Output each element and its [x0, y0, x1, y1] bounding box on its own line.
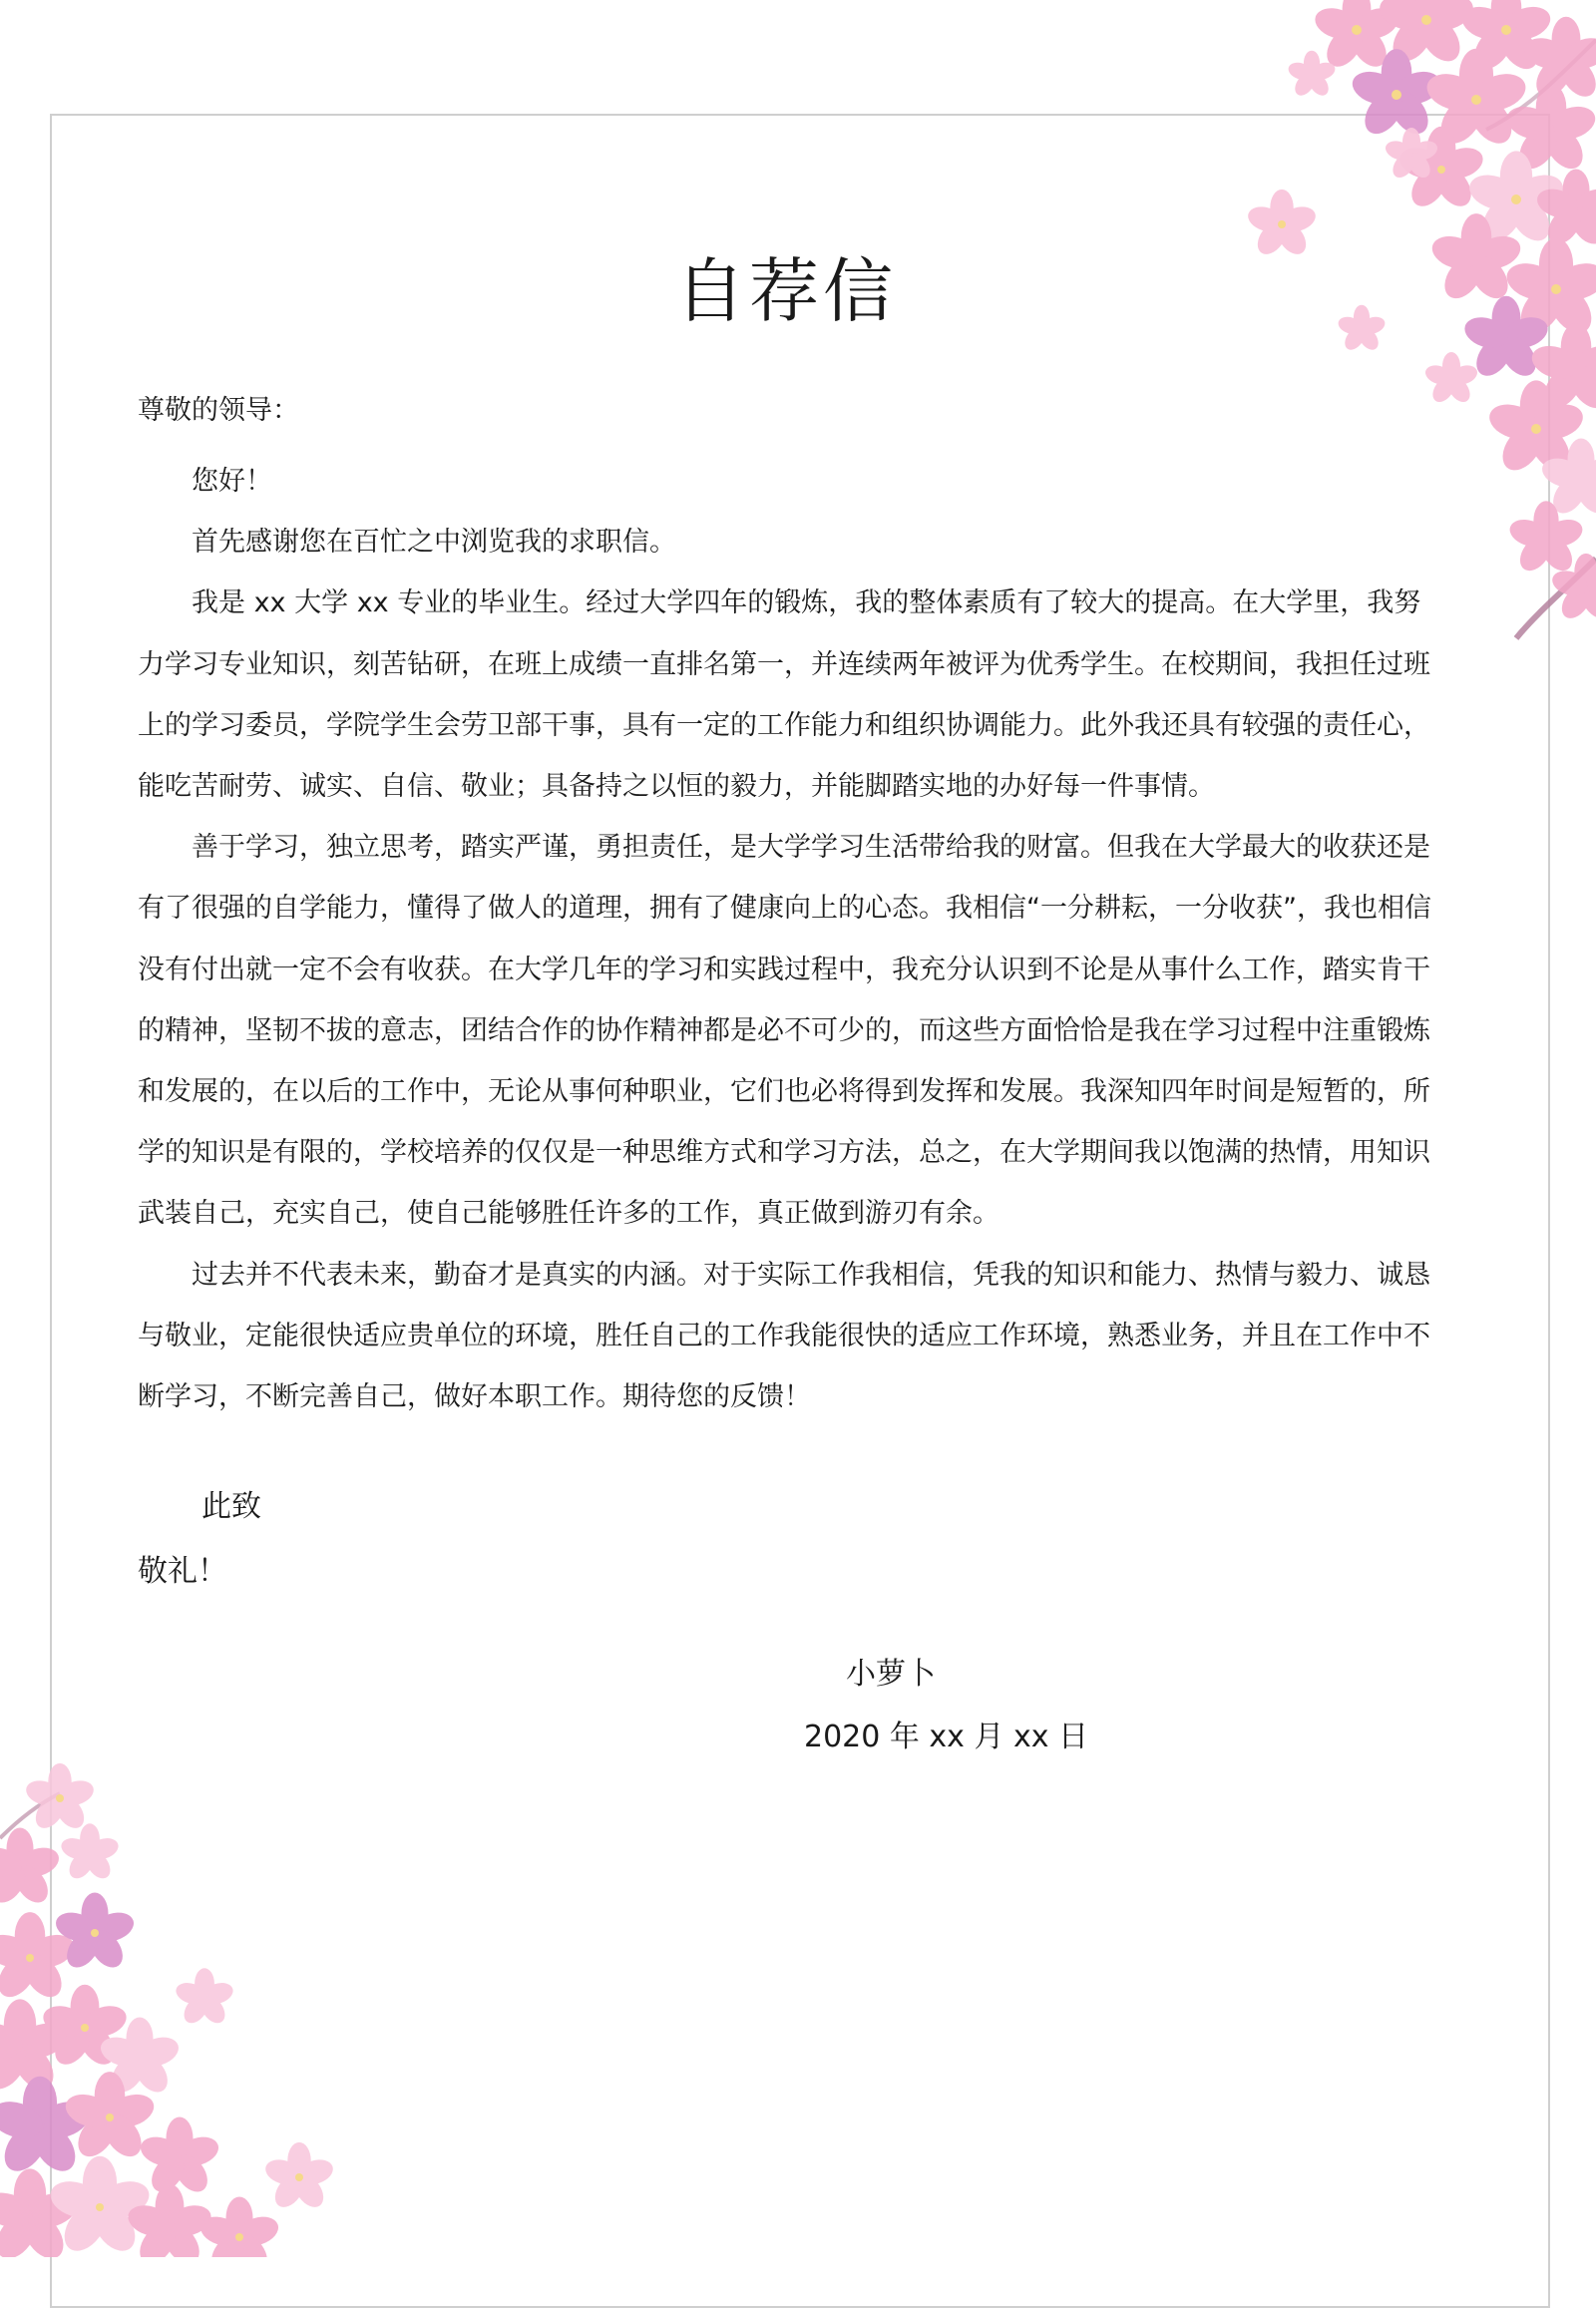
letter-body — [138, 451, 1444, 1427]
letter-paragraph: 善于学习，独立思考，踏实严谨，勇担责任，是大学学习生活带给我的财富。但我在大学最大的收获还是有了很强的自学能力，懂得了做人的道理，拥有了健康向上的心态。我相信“一分耕耘，一分收获”，我也相信没有付出就一定不会有收获。在大学几年的学习和实践过程中，我充分认识到不论是从事什么工作，踏实肯干的精神，坚韧不拔的意志，团结合作的协作精神都是必不可少的，而这些方面恰恰是我在学习过程中注重锻炼和发展的，在以后的工作中，无论从事何种职业，它们也必将得到发挥和发展。我深知四年时间是短暂的，所学的知识是有限的，学校培养的仅仅是一种思维方式和学习方法，总之，在大学期间我以饱满的热情，用知识武装自己，充实自己，使自己能够胜任许多的工作，真正做到游刃有余。 — [138, 832, 1431, 1230]
letter-date: 2020 年 xx 月 xx 日 — [804, 1720, 1089, 1754]
letter-paragraph: 我是 xx 大学 xx 专业的毕业生。经过大学四年的锻炼，我的整体素质有了较大的提高。在大学里，我努力学习专业知识，刻苦钻研，在班上成绩一直排名第一，并连续两年被评为优秀学生。在校期间，我担任过班上的学习委员，学院学生会劳卫部干事，具有一定的工作能力和组织协调能力。此外我还具有较强的责任心，能吃苦耐劳、诚实、自信、敬业；具备持之以恒的毅力，并能脚踏实地的办好每一件事情。 — [138, 587, 1430, 803]
letter-title: 自荐信 — [675, 250, 897, 332]
letter-paragraph: 首先感谢您在百忙之中浏览我的求职信。 — [192, 527, 676, 559]
letter-closing-line-1: 此致 — [201, 1489, 261, 1524]
letter-paragraph: 过去并不代表未来，勤奋才是真实的内涵。对于实际工作我相信，凭我的知识和能力、热情与毅力、诚恳与敬业，定能很快适应贵单位的环境，胜任自己的工作我能很快的适应工作环境，熟悉业务，并且在工作中不断学习，不断完善自己，做好本职工作。期待您的反馈！ — [138, 1259, 1430, 1413]
letter-closing-line-2: 敬礼！ — [138, 1554, 227, 1589]
letter-salutation: 尊敬的领导： — [138, 395, 299, 426]
letter-paragraph: 您好！ — [192, 466, 272, 497]
letter-signature: 小萝卜 — [846, 1657, 936, 1692]
